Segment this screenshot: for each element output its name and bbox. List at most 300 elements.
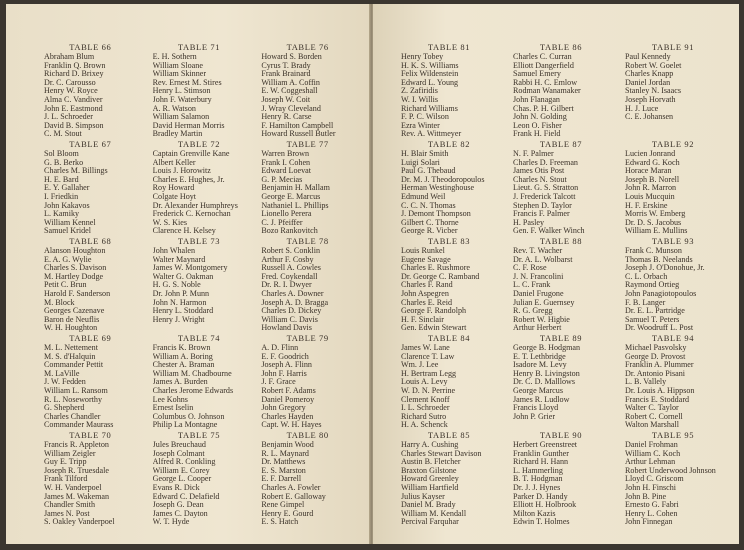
guest-name: Frank H. Field [513,130,561,139]
guest-name: James W. Lane [401,344,450,352]
guest-name: E. F. Goodrich [261,352,309,361]
guest-name: Daniel Frohman [625,441,678,449]
left-table-grid [44,42,364,527]
table-block [261,430,364,527]
guest-name: John Aspegren [401,289,449,298]
guest-name: Dr. Matthews [261,458,306,467]
guest-name: J. W. Fedden [44,378,86,387]
guest-name: James C. Dayton [152,509,208,518]
guest-name: F. Hamilton Campbell [261,121,334,130]
guest-name: Warren Brown [261,150,309,158]
guest-name: Albert Keller [152,158,196,167]
guest-name: I. L. Schroeder [401,404,450,413]
guest-name: John R. Marron [625,184,677,193]
guest-name: Franklin A. Plummer [625,361,694,370]
guest-name: B. T. Hodgman [513,475,563,484]
guest-name: Robert C. Cornell [625,412,683,421]
guest-name: Paul Kennedy [625,53,671,61]
table-title: TABLE 92 [651,139,695,149]
guest-name: C. F. Rose [513,264,547,273]
guest-name: Nathaniel L. Phillips [261,201,329,210]
guest-name: Charles D. Dickey [261,307,322,316]
guest-name: J. N. Francolini [513,272,564,281]
guest-name: Joseph G. Dean [152,501,204,510]
table-block [261,42,364,139]
guest-name: Henry E. Gourd [261,509,314,518]
guest-name: Louis Mucquin [625,192,675,201]
guest-name: E. S. Hatch [261,518,299,527]
guest-name: Robert W. Higbie [513,315,570,324]
guest-name: J. F. Grace [261,378,296,387]
guest-name: W. S. Kies [152,218,187,227]
guest-name: Charles A. Fowler [261,483,321,492]
guest-list [44,247,147,333]
guest-name: Daniel M. Brady [401,501,456,510]
guest-name: M. L. Nettement [44,344,98,352]
guest-name: Edward C. Delafield [152,492,220,501]
guest-list [153,150,256,236]
guest-name: Gen. Edwin Stewart [401,324,467,333]
left-page [6,4,370,544]
guest-name: Commander Maurass [44,421,114,430]
table-block [513,42,619,139]
guest-name: F. B. Langer [625,298,666,307]
guest-name: Robert S. Conklin [261,247,321,255]
guest-list [513,150,619,236]
guest-name: James N. Post [44,509,90,518]
guest-name: Frank Brainard [261,70,311,79]
guest-name: Henry R. Carse [261,113,312,122]
guest-name: Francis F. Palmer [513,210,570,219]
table-title: TABLE 73 [177,236,221,246]
guest-name: J. L. Schroeder [44,113,93,122]
guest-name: E. W. Coggeshall [261,87,318,96]
guest-name: E. Y. Gallaher [44,184,90,193]
guest-name: Francis Lloyd [513,404,559,413]
guest-name: E. S. Marston [261,466,306,475]
guest-name: Lee Kohns [152,395,188,404]
guest-name: H. K. S. Williams [401,61,459,70]
guest-name: Walter Maynard [152,255,206,264]
guest-name: Louis A. Levy [401,378,448,387]
guest-name: Z. Zafiridis [401,87,438,96]
guest-name: Ernest Iselin [152,404,194,413]
guest-name: George L. Cooper [152,475,212,484]
guest-name: Henry L. Cohen [625,509,678,518]
guest-name: Dr. D. S. Jacobus [625,218,682,227]
table-block [625,430,731,527]
table-block [261,139,364,236]
guest-name: Gen. F. Walker Winch [513,227,585,236]
guest-name: Charles E. Rushmore [401,264,471,273]
guest-name: Benjamin Wood [261,441,314,449]
table-block [513,333,619,430]
table-block [625,236,731,333]
table-title: TABLE 70 [69,430,112,440]
guest-name: Baron de Neuflis [44,315,100,324]
guest-list [44,150,147,236]
guest-name: Wm. J. Lee [401,361,439,370]
guest-name: Howard Russell Butler [261,130,336,139]
guest-name: G. P. Mecias [261,175,303,184]
guest-name: Eugene Savage [401,255,451,264]
guest-name: John P. Grier [513,412,556,421]
guest-name: William C. Davis [261,315,318,324]
guest-name: Colgate Hoyt [152,192,197,201]
guest-name: Dr. George C. Ramband [401,272,480,281]
table-title: TABLE 84 [427,333,471,343]
guest-name: Isadore M. Levy [513,361,567,370]
table-title: TABLE 90 [539,430,583,440]
table-block [44,333,147,430]
guest-name: William A. Coffin [261,78,320,87]
guest-name: William Salamon [152,113,210,122]
guest-name: W. T. Hyde [152,518,190,527]
guest-name: Joseph J. O'Donohue, Jr. [625,264,705,273]
guest-name: H. Bertram Legg [401,369,457,378]
guest-name: H. J. Luce [625,104,659,113]
guest-name: Horace Maran [625,167,672,176]
guest-name: Clarence H. Kelsey [152,227,216,236]
table-title: TABLE 93 [651,236,695,246]
guest-name: Samuel Kridel [44,227,91,236]
guest-name: Bozo Rankovitch [261,227,318,236]
guest-name: Frank Tilford [44,475,88,484]
guest-name: Robert Underwood Johnson [625,466,716,475]
guest-name: Philip La Montagne [152,421,218,430]
table-title: TABLE 81 [427,42,471,52]
guest-name: Charles E. Hughes, Jr. [152,175,225,184]
guest-name: E. A. G. Wylie [44,255,92,264]
guest-name: John E. Eastmond [44,104,103,113]
guest-name: Morris W. Emberg [625,210,686,219]
guest-name: F. P. C. Wilson [401,113,449,122]
guest-name: Julius Kayser [401,492,445,501]
guest-name: Walter G. Oakman [152,272,214,281]
guest-name: Alanson Houghton [44,247,106,255]
guest-name: Chandler Smith [44,501,96,510]
guest-name: Louis Runkel [401,247,445,255]
guest-name: Edmund Weil [401,192,446,201]
guest-list [625,441,731,527]
guest-name: G. B. Berko [44,158,84,167]
guest-name: E. F. Darrell [261,475,302,484]
table-block [513,139,619,236]
guest-name: Felix Wildenstein [401,70,459,79]
guest-name: Charles Jerome Edwards [152,386,234,395]
guest-name: Clarence T. Law [401,352,455,361]
guest-name: Harold F. Sanderson [44,289,111,298]
guest-list [513,53,619,139]
guest-name: William Zeigler [44,449,96,458]
guest-name: Stanley N. Isaacs [625,87,681,96]
guest-name: Joseph A. Flinn [261,361,312,370]
guest-name: Dr. R. I. Dwyer [261,281,312,290]
guest-list [401,150,507,236]
guest-name: Richard Williams [401,104,458,113]
table-title: TABLE 91 [651,42,695,52]
table-title: TABLE 80 [286,430,329,440]
guest-name: Samuel T. Peters [625,315,680,324]
guest-name: Joseph B. Norell [625,175,680,184]
guest-name: Parker D. Handy [513,492,568,501]
guest-name: Henry L. Stimson [152,87,211,96]
guest-name: William M. Kendall [401,509,467,518]
guest-name: C. L. Orbach [625,272,668,281]
guest-name: H. A. Schenck [401,421,448,430]
right-page [373,4,739,544]
guest-name: Evans R. Dick [152,483,200,492]
guest-name: Dr. Antonio Pisani [625,369,686,378]
guest-name: Frank I. Cohen [261,158,311,167]
guest-list [153,53,256,139]
table-title: TABLE 69 [69,333,112,343]
guest-name: Edward L. Young [401,78,459,87]
guest-name: John Kakavos [44,201,90,210]
guest-name: Sol Bloom [44,150,79,158]
guest-name: Chester A. Braman [152,361,215,370]
guest-list [401,344,507,430]
guest-name: William Kennel [44,218,96,227]
guest-name: Bradley Martin [152,130,203,139]
guest-name: Henry J. Wright [152,315,205,324]
guest-name: John Flanagan [513,95,560,104]
guest-name: Georges Cazenave [44,307,105,316]
guest-name: John Panagiotopoulos [625,289,697,298]
guest-name: H. G. S. Noble [152,281,201,290]
guest-name: Benjamin H. Mallam [261,184,330,193]
guest-name: John Whalen [152,247,195,255]
guest-name: James R. Ludlow [513,395,570,404]
table-block [44,236,147,333]
guest-name: Arthur Herbert [513,324,562,333]
guest-name: Howland Davis [261,324,312,333]
guest-name: Dr. Louis A. Hippson [625,386,695,395]
guest-name: Charles N. Stout [513,175,567,184]
table-block [401,430,507,527]
guest-name: Frederick C. Kernochan [152,210,231,219]
guest-name: Charles F. Rand [401,281,453,290]
guest-name: Robert E. Galloway [261,492,326,501]
guest-name: Joseph W. Coit [261,95,311,104]
guest-name: Walton Marshall [625,421,679,430]
table-title: TABLE 66 [69,42,112,52]
guest-name: Francis R. Appleton [44,441,109,449]
guest-name: William E. Mullins [625,227,688,236]
table-block [401,139,507,236]
guest-list [44,441,147,527]
guest-name: W. I. Willis [401,95,438,104]
guest-name: C. E. Johansen [625,113,674,122]
guest-name: Braxton Gilstone [401,466,457,475]
guest-list [44,53,147,139]
guest-name: David Herman Morris [152,121,225,130]
guest-name: Petit C. Brun [44,281,87,290]
guest-name: Thomas B. Neelands [625,255,693,264]
table-block [153,236,256,333]
guest-name: L. C. Frank [513,281,551,290]
guest-name: Howard Greenley [401,475,459,484]
guest-name: John Gregory [261,404,306,413]
guest-name: Elliott Dangerfield [513,61,574,70]
guest-name: Raymond Ortieg [625,281,680,290]
guest-name: Dr. Woodruff L. Post [625,324,694,333]
guest-list [401,247,507,333]
guest-name: G. Shepherd [44,404,85,413]
table-block [44,42,147,139]
table-title: TABLE 82 [427,139,471,149]
guest-name: George B. Hodgman [513,344,581,352]
table-title: TABLE 68 [69,236,112,246]
guest-name: H. E. Bard [44,175,79,184]
guest-name: R. G. Gregg [513,307,553,316]
guest-name: Ezra Winter [401,121,440,130]
table-block [261,236,364,333]
guest-name: Rabbi H. C. Emlow [513,78,578,87]
guest-name: Edward G. Koch [625,158,680,167]
guest-list [261,150,364,236]
table-title: TABLE 85 [427,430,471,440]
guest-name: Charles Hayden [261,412,314,421]
guest-name: William E. Corey [152,466,210,475]
guest-name: Guy E. Tripp [44,458,87,467]
guest-name: Rev. T. Wacher [513,247,563,255]
guest-name: M. S. d'Halquin [44,352,96,361]
guest-name: Charles Chandler [44,412,101,421]
guest-name: Rodman Wanamaker [513,87,581,96]
guest-name: William L. Ransom [44,386,108,395]
guest-name: Joseph Horvath [625,95,676,104]
guest-name: John N. Golding [513,113,567,122]
guest-name: W. H. Vanderpoel [44,483,102,492]
guest-name: Walter C. Taylor [625,404,679,413]
guest-list [44,344,147,430]
guest-name: Frank C. Munson [625,247,682,255]
guest-name: Arthur F. Cosby [261,255,314,264]
guest-name: Gilbert C. Thorne [401,218,459,227]
guest-name: Commander Pettit [44,361,104,370]
guest-name: N. F. Palmer [513,150,554,158]
guest-name: William Sloane [152,61,203,70]
guest-name: R. L. Noseworthy [44,395,102,404]
table-title: TABLE 87 [539,139,583,149]
table-block [153,333,256,430]
guest-name: Lionello Perera [261,210,312,219]
guest-name: Arthur Lehman [625,458,676,467]
table-title: TABLE 79 [286,333,329,343]
table-title: TABLE 94 [651,333,695,343]
guest-name: Dr. E. L. Partridge [625,307,685,316]
table-title: TABLE 88 [539,236,583,246]
guest-list [513,441,619,527]
guest-name: Rev. A. Wittmeyer [401,130,462,139]
guest-list [261,441,364,527]
guest-name: H. F. Sinclair [401,315,444,324]
guest-name: Michael Pasvolsky [625,344,687,352]
table-block [513,430,619,527]
guest-name: Ernesto G. Fabri [625,501,679,510]
guest-name: James W. Montgomery [152,264,228,273]
guest-name: Samuel Emery [513,70,561,79]
guest-name: Joseph A. D. Bragga [261,298,329,307]
guest-name: Daniel Pomeroy [261,395,315,404]
guest-name: Lieut. G. S. Stratton [513,184,579,193]
guest-list [625,53,731,122]
guest-name: George R. Vicber [401,227,458,236]
guest-name: Howard S. Borden [261,53,322,61]
guest-name: Abraham Blum [44,53,95,61]
guest-list [401,441,507,527]
guest-name: Daniel Jordan [625,78,671,87]
guest-name: Rene Gimpel [261,501,305,510]
guest-name: Fred. Coykendall [261,272,318,281]
table-title: TABLE 95 [651,430,695,440]
guest-list [153,344,256,430]
table-title: TABLE 74 [177,333,221,343]
guest-name: John H. Finschi [625,483,677,492]
guest-name: Dr. C. D. Malllows [513,378,576,387]
guest-name: Elliott H. Holbrook [513,501,577,510]
guest-name: George D. Provost [625,352,686,361]
guest-name: Herman Westinghouse [401,184,475,193]
guest-name: Russell A. Cowles [261,264,321,273]
table-block [625,42,731,139]
guest-name: Roy Howard [152,184,195,193]
table-block [153,42,256,139]
guest-name: C. M. Stout [44,130,82,139]
guest-name: Luigi Solari [401,158,440,167]
table-title: TABLE 72 [177,139,221,149]
guest-name: Dr. A. L. Wolbarst [513,255,573,264]
guest-list [261,247,364,333]
guest-name: M. Hartley Dodge [44,272,104,281]
guest-list [401,53,507,139]
table-block [625,333,731,430]
guest-name: John N. Harmon [152,298,207,307]
table-block [401,236,507,333]
guest-name: Franklin Q. Brown [44,61,106,70]
guest-name: S. Oakley Vanderpoel [44,518,115,527]
guest-name: Henry B. Livingston [513,369,580,378]
guest-name: Austin B. Fletcher [401,458,461,467]
guest-name: Dr. John P. Munn [152,289,210,298]
guest-name: Francis E. Stoddard [625,395,690,404]
guest-name: Dr. J. J. Hynes [513,483,561,492]
table-title: TABLE 71 [177,42,221,52]
guest-name: James M. Wakeman [44,492,110,501]
guest-name: M. LaVille [44,369,80,378]
table-title: TABLE 89 [539,333,583,343]
guest-name: Cyrus T. Brady [261,61,311,70]
guest-name: Daniel Frugone [513,289,564,298]
guest-name: Charles Stewart Davison [401,449,482,458]
guest-name: Henry Tobey [401,53,444,61]
guest-name: Columbus O. Johnson [152,412,225,421]
guest-name: Louis J. Horowitz [152,167,211,176]
guest-name: L. Kamiky [44,210,80,219]
guest-name: A. R. Watson [152,104,196,113]
table-block [401,42,507,139]
table-block [625,139,731,236]
guest-name: John F. Harris [261,369,307,378]
guest-name: Dr. C. Carousso [44,78,96,87]
guest-name: Lloyd C. Griscom [625,475,684,484]
guest-name: Henry W. Royce [44,87,98,96]
guest-name: H. F. Erskine [625,201,668,210]
guest-list [261,53,364,139]
guest-name: Richard H. Hann [513,458,569,467]
guest-name: Clement Knoff [401,395,450,404]
